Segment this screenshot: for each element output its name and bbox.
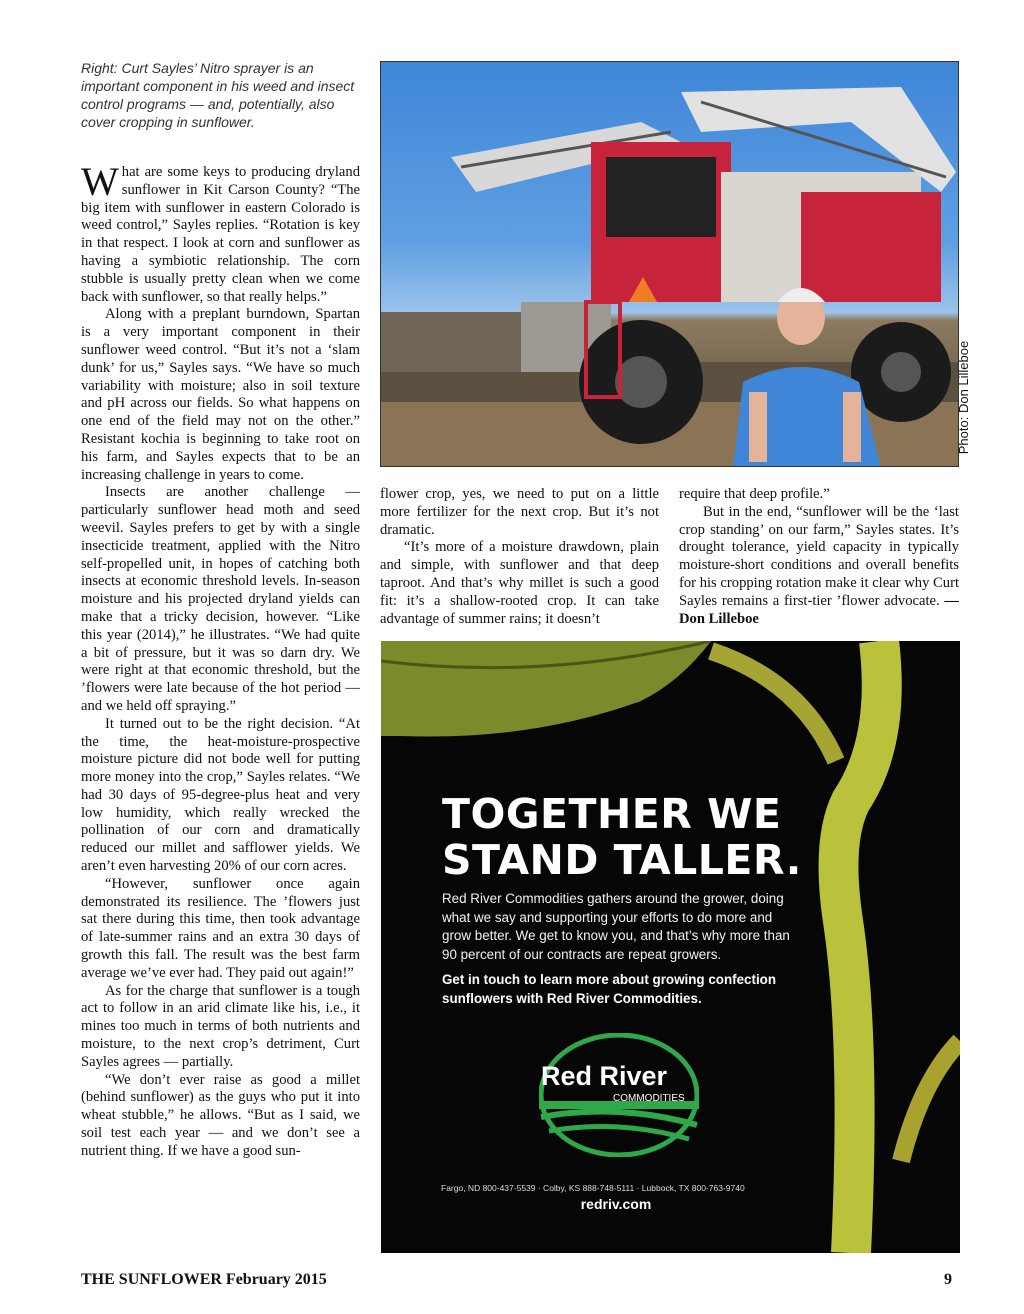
article-column-3	[679, 486, 959, 628]
article-paragraph: It turned out to be the right decision. “At the time, the heat-moisture-prospective moisture picture did not bode well for putting more money into the crop,” Sayles relates. “We had 30 days of 95-degree-plus heat and very low humidity, which really wrecked the pollination of our corn and dramatically reduced our millet and safflower yields. We aren’t even harvesting 20% of our corn acres.	[81, 715, 360, 875]
ad-logo-subtitle: COMMODITIES	[613, 1093, 685, 1104]
sprayer-photo-illustration	[381, 62, 959, 467]
article-paragraph: Along with a preplant burndown, Spartan is a very important component in their sunflower weed control. “But it’s not a ‘slam dunk’ for us,” Sayles says. “We have so much variability with moisture; also in soil texture and pH across our fields. So what happens on one end of the field may not on the other.” Resistant kochia is beginning to take root on his farm, and Sayles expects that to be an increasing challenge in years to come.	[81, 306, 360, 483]
ad-logo-name: Red River	[541, 1061, 668, 1091]
article-column-1	[81, 159, 360, 1161]
article-paragraph: “However, sunflower once again demonstrated its resilience. The ’flowers just sat there during this time, then took advantage of late-summer rains and an extra 30 days of growth this fall. The result was the best farm average we’ve ever had. They paid out again!”	[81, 875, 360, 981]
ad-body-text: Red River Commodities gathers around the grower, doing what we say and supporting your efforts to do more and grow better. We get to know you, and that’s why more than 90 percent of our contracts are repeat growers.	[442, 891, 790, 962]
photo-caption: Right: Curt Sayles’ Nitro sprayer is an important component in his weed and insect control programs — and, potentially, also cover cropping in sunflower.	[81, 60, 355, 130]
article-paragraph: require that deep profile.”	[679, 486, 830, 502]
article-paragraph: As for the charge that sunflower is a tough act to follow in an arid climate like his, i.e., it mines too much in terms of both nutrients and moisture, to the next crop’s detriment, Curt Sayles agrees — partially.	[81, 982, 360, 1070]
publication-footer: THE SUNFLOWER February 2015	[81, 1271, 327, 1288]
drop-cap: W	[81, 159, 119, 204]
red-river-advertisement	[381, 641, 960, 1253]
article-column-2	[380, 486, 659, 628]
article-paragraph: But in the end, “sunflower will be the ‘last crop standing’ on our farm,” Sayles states. It’s drought tolerance, yield capacity in typically moisture-short conditions and overall benefits for his cropping rotation make it clear why Curt Sayles remains a first-tier ’flower advocate. — Don Lilleboe	[679, 503, 959, 627]
article-paragraph: What are some keys to producing dryland sunflower in Kit Carson County? “The big item with sunflower in eastern Colorado is weed control,” Sayles replies. “Rotation is key in that respect. I look at corn and sunflower as having a symbiotic relationship. The corn stubble is usually pretty clean when we come back with sunflower, so that really helps.”	[81, 159, 360, 305]
sprayer-photo	[380, 61, 959, 467]
article-paragraph: “We don’t ever raise as good a millet (behind sunflower) as the guys who put it into wheat stubble,” he allows. “But as I said, we soil test each year — and we don’t see a nutrient thing. If we have a good sun-	[81, 1071, 360, 1159]
photo-credit: Photo: Don Lilleboe	[956, 340, 972, 455]
page-number: 9	[944, 1271, 952, 1288]
article-paragraph: “It’s more of a moisture drawdown, plain and simple, with sunflower and that deep taproot. And that’s why millet is such a good fit: it’s a shallow-rooted crop. It can take advantage of summer rains; it doesn’t	[380, 539, 659, 627]
ad-headline: TOGETHER WE STAND TALLER.	[442, 790, 802, 884]
byline: — Don Lilleboe	[679, 592, 959, 627]
ad-call-to-action: Get in touch to learn more about growing confection sunflowers with Red River Commodities.	[442, 972, 777, 1006]
ad-contact-numbers: Fargo, ND 800-437-5539 · Colby, KS 888-748-5111 · Lubbock, TX 800-763-9740	[441, 1183, 745, 1193]
article-paragraph: flower crop, yes, we need to put on a little more fertilizer for the next crop. But it’s not dramatic.	[380, 486, 659, 538]
ad-website-link[interactable]: redriv.com	[580, 1196, 652, 1212]
article-paragraph: Insects are another challenge — particularly sunflower head moth and seed weevil. Sayles prefers to get by with a single insecticide treatment, applied with the Nitro self-propelled unit, in hopes of catching both insects at economic threshold levels. In-season moisture and his projected dryland yields can make that a tricky decision, however. “Like this year (2014),” he illustrates. “We had quite a bit of pressure, but it was so darn dry. We were right at that economic threshold, but the ’flowers were late because of the hot period — and we held off spraying.”	[81, 484, 360, 714]
